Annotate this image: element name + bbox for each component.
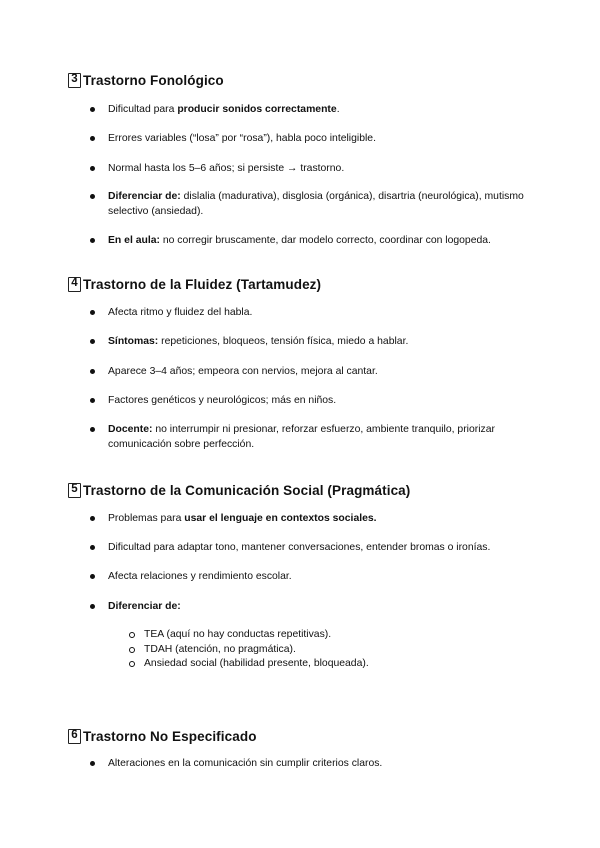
section-title: Trastorno No Especificado — [83, 728, 257, 744]
section-title: Trastorno de la Fluidez (Tartamudez) — [83, 276, 322, 292]
section-trastorno-no-especificado — [68, 727, 538, 769]
list-item: Diferenciar de: — [68, 599, 538, 614]
list-item: Alteraciones en la comunicación sin cumplir criterios claros. — [68, 756, 538, 771]
list-item: Diferenciar de: dislalia (madurativa), disglosia (orgánica), disartria (neurológica), mutismo selectivo (ansiedad). — [68, 189, 538, 219]
section-trastorno-comunicacion-social — [68, 481, 538, 669]
section-heading — [68, 727, 538, 745]
section-heading — [68, 71, 538, 89]
sub-list-item: TDAH (atención, no pragmática). — [68, 643, 574, 658]
sub-list-item: TEA (aquí no hay conductas repetitivas). — [68, 628, 574, 643]
list-item: Afecta ritmo y fluidez del habla. — [68, 305, 538, 320]
section-title: Trastorno Fonológico — [83, 72, 224, 88]
list-item: Afecta relaciones y rendimiento escolar. — [68, 569, 538, 584]
list-item: Aparece 3–4 años; empeora con nervios, mejora al cantar. — [68, 364, 538, 379]
list-item: Factores genéticos y neurológicos; más en niños. — [68, 393, 538, 408]
section-title: Trastorno de la Comunicación Social (Pragmática) — [83, 482, 411, 498]
list-item: Dificultad para producir sonidos correctamente. — [68, 102, 538, 117]
list-item: Problemas para usar el lenguaje en contextos sociales. — [68, 511, 548, 526]
section-trastorno-fonologico — [68, 71, 538, 246]
keycap-number-icon: 3 — [68, 73, 81, 88]
section-heading — [68, 275, 538, 293]
list-item: Síntomas: repeticiones, bloqueos, tensión física, miedo a hablar. — [68, 334, 538, 349]
section-trastorno-fluidez — [68, 275, 538, 450]
list-item: Errores variables (“losa” por “rosa”), habla poco inteligible. — [68, 131, 538, 146]
sub-list-item: Ansiedad social (habilidad presente, bloqueada). — [68, 657, 574, 672]
keycap-number-icon: 5 — [68, 483, 81, 498]
list-item: En el aula: no corregir bruscamente, dar modelo correcto, coordinar con logopeda. — [68, 233, 548, 248]
list-item: Normal hasta los 5–6 años; si persiste → trastorno. — [68, 161, 538, 176]
list-item: Dificultad para adaptar tono, mantener conversaciones, entender bromas o ironías. — [68, 540, 568, 555]
keycap-number-icon: 4 — [68, 277, 81, 292]
keycap-number-icon: 6 — [68, 729, 81, 744]
section-heading — [68, 481, 538, 499]
list-item: Docente: no interrumpir ni presionar, reforzar esfuerzo, ambiente tranquilo, priorizar comunicación sobre perfección. — [68, 422, 553, 452]
